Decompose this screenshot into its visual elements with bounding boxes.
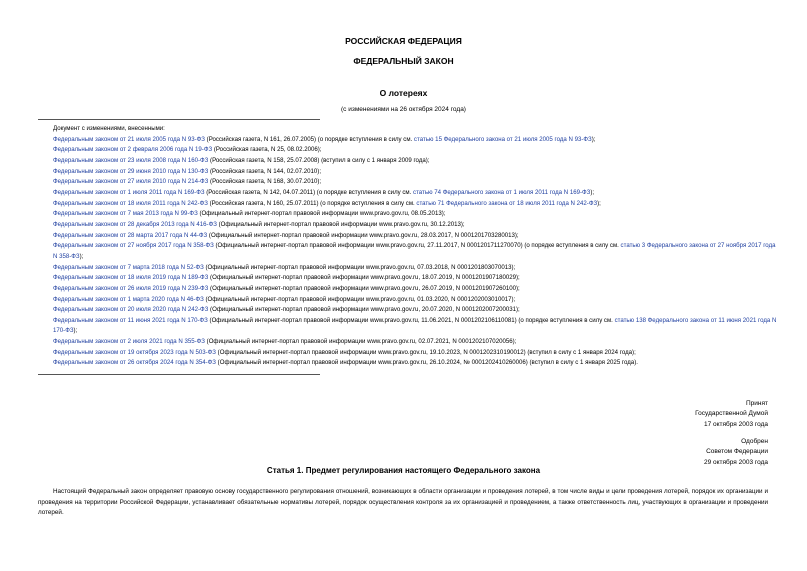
top-divider bbox=[38, 119, 320, 120]
amendment-details: (Официальный интернет-портал правовой информации www.pravo.gov.ru, 27.11.2017, N 0001201711270070) (о порядке вступления в силу см. bbox=[213, 242, 621, 250]
amendment-law-link[interactable]: Федеральным законом от 20 июля 2020 года N 242-ФЗ bbox=[53, 306, 209, 314]
amendment-item bbox=[38, 305, 778, 316]
amendment-law-link[interactable]: Федеральным законом от 27 ноября 2017 года N 358-ФЗ bbox=[53, 242, 214, 250]
amendment-details: (Официальный интернет-портал правовой информации www.pravo.gov.ru, 19.10.2023, N 0001202310190012) (вступил в силу с 1 января 2024 года); bbox=[215, 348, 636, 356]
amendment-item bbox=[38, 295, 778, 306]
amendment-details: (Официальный интернет-портал правовой информации www.pravo.gov.ru, 08.05.2013); bbox=[197, 210, 446, 218]
amendment-law-link[interactable]: Федеральным законом от 7 мая 2013 года N 99-ФЗ bbox=[53, 210, 198, 218]
amendment-item bbox=[38, 263, 778, 274]
amendment-item bbox=[38, 241, 778, 262]
amendment-article-link[interactable]: статью 138 Федерального закона от 11 июня 2021 года N 170-ФЗ bbox=[53, 316, 777, 335]
amendment-law-link[interactable]: Федеральным законом от 2 июля 2021 года N 355-ФЗ bbox=[53, 338, 205, 346]
amendment-item bbox=[38, 167, 778, 178]
signature-line: Советом Федерации bbox=[706, 448, 768, 456]
amendment-article-link[interactable]: статью 71 Федерального закона от 18 июля 2011 года N 242-ФЗ bbox=[416, 199, 598, 207]
law-type-heading: ФЕДЕРАЛЬНЫЙ ЗАКОН bbox=[353, 56, 454, 66]
amendment-article-link[interactable]: статью 74 Федерального закона от 1 июля 2011 года N 169-ФЗ bbox=[413, 188, 591, 196]
amendment-law-link[interactable]: Федеральным законом от 29 июня 2010 года N 130-ФЗ bbox=[53, 167, 209, 175]
amendment-law-link[interactable]: Федеральным законом от 28 марта 2017 года N 44-ФЗ bbox=[53, 231, 208, 239]
amendment-item bbox=[38, 273, 778, 284]
article-paragraph: Настоящий Федеральный закон определяет правовую основу государственного регулирования отношений, возникающих в области организации и проведения лотерей, в том числе виды и цели проведения лотерей, порядок их организации и проведения на территории Российской Федерации, устанавливает обязательные нормативы лотерей, порядок осуществления контроля за их организацией и проведением, а также ответственность лиц, участвующих в организации и проведении лотерей. bbox=[38, 488, 768, 516]
amendment-details: (Российская газета, N 160, 25.07.2011) (о порядке вступления в силу см. bbox=[207, 199, 417, 207]
amendment-law-link[interactable]: Федеральным законом от 18 июля 2011 года N 242-ФЗ bbox=[53, 199, 208, 207]
bottom-divider bbox=[38, 374, 320, 375]
amendment-details: (Российская газета, N 161, 26.07.2005) (о порядке вступления в силу см. bbox=[204, 135, 414, 143]
amendment-law-link[interactable]: Федеральным законом от 21 июля 2005 года N 93-ФЗ bbox=[53, 135, 205, 143]
amendment-law-link[interactable]: Федеральным законом от 1 марта 2020 года N 46-ФЗ bbox=[53, 295, 204, 303]
amendment-item bbox=[38, 337, 778, 348]
federation-heading: РОССИЙСКАЯ ФЕДЕРАЦИЯ bbox=[345, 36, 462, 46]
amendment-law-link[interactable]: Федеральным законом от 26 октября 2024 года N 354-ФЗ bbox=[53, 359, 216, 367]
amendment-law-link[interactable]: Федеральным законом от 18 июля 2019 года N 189-ФЗ bbox=[53, 274, 209, 282]
amendment-details: (Российская газета, N 168, 30.07.2010); bbox=[208, 178, 322, 186]
amendment-item bbox=[38, 156, 778, 167]
amendment-item bbox=[38, 358, 778, 369]
amendment-article-link[interactable]: статью 15 Федерального закона от 21 июля 2005 года N 93-ФЗ bbox=[413, 135, 592, 143]
amendment-item bbox=[38, 316, 778, 337]
amendment-item bbox=[38, 231, 778, 242]
amendment-item bbox=[38, 177, 778, 188]
signature-line: 29 октября 2003 года bbox=[703, 458, 768, 466]
amendment-details: (Официальный интернет-портал правовой информации www.pravo.gov.ru, 28.03.2017, N 0001201703280013); bbox=[207, 231, 519, 239]
amendment-details: (Официальный интернет-портал правовой информации www.pravo.gov.ru, 30.12.2013); bbox=[216, 220, 465, 228]
article-title: Статья 1. Предмет регулирования настоящего Федерального закона bbox=[266, 466, 541, 475]
amendment-details: (Официальный интернет-портал правовой информации www.pravo.gov.ru, 18.07.2019, N 0001201907180029); bbox=[208, 274, 520, 282]
amendments-intro: Документ с изменениями, внесенными: bbox=[53, 125, 165, 132]
amendment-item bbox=[38, 145, 778, 156]
amendment-item bbox=[38, 135, 778, 146]
amendment-law-link[interactable]: Федеральным законом от 27 июля 2010 года N 214-ФЗ bbox=[53, 178, 209, 186]
amendment-law-link[interactable]: Федеральным законом от 19 октября 2023 года N 503-ФЗ bbox=[53, 348, 216, 356]
amendment-tail: ); bbox=[79, 252, 84, 260]
amendment-law-link[interactable]: Федеральным законом от 28 декабря 2013 года N 416-ФЗ bbox=[53, 220, 217, 228]
signature-line: Одобрен bbox=[741, 438, 768, 445]
amendment-item bbox=[38, 199, 778, 210]
amendment-details: (Официальный интернет-портал правовой информации www.pravo.gov.ru, 02.07.2021, N 0001202107020056); bbox=[204, 338, 517, 346]
amendment-details: (Официальный интернет-портал правовой информации www.pravo.gov.ru, 01.03.2020, N 0001202003010017); bbox=[203, 295, 516, 303]
amendment-details: (Официальный интернет-портал правовой информации www.pravo.gov.ru, 07.03.2018, N 0001201803070013); bbox=[203, 263, 516, 271]
signature-duma bbox=[568, 399, 768, 430]
amendment-item bbox=[38, 348, 778, 359]
amendment-law-link[interactable]: Федеральным законом от 2 февраля 2006 года N 19-ФЗ bbox=[53, 146, 213, 154]
amendment-item bbox=[38, 220, 778, 231]
amendment-details: (Российская газета, N 144, 02.07.2010); bbox=[208, 167, 322, 175]
amendment-law-link[interactable]: Федеральным законом от 7 марта 2018 года N 52-ФЗ bbox=[53, 263, 204, 271]
amendment-law-link[interactable]: Федеральным законом от 1 июля 2011 года N 169-ФЗ bbox=[53, 188, 205, 196]
amendment-details: (Российская газета, N 25, 08.02.2006); bbox=[212, 146, 322, 154]
page-title: О лотереях bbox=[379, 88, 428, 98]
signature-line: Принят bbox=[745, 400, 768, 407]
signature-line: Государственной Думой bbox=[695, 410, 768, 418]
amendment-law-link[interactable]: Федеральным законом от 26 июля 2019 года N 239-ФЗ bbox=[53, 284, 209, 292]
signature-council bbox=[568, 437, 768, 468]
amendment-item bbox=[38, 284, 778, 295]
signature-line: 17 октября 2003 года bbox=[703, 420, 768, 428]
amendment-item bbox=[38, 209, 778, 220]
amendment-article-link[interactable]: статью 3 Федерального закона от 27 ноября 2017 года N 358-ФЗ bbox=[53, 242, 776, 260]
amendment-details: (Официальный интернет-портал правовой информации www.pravo.gov.ru, 20.07.2020, N 0001202007200031); bbox=[208, 306, 520, 314]
amendment-details: (Официальный интернет-портал правовой информации www.pravo.gov.ru, 11.06.2021, N 0001202106110081) (о порядке вступления в силу см. bbox=[207, 316, 615, 324]
amendments-list bbox=[38, 124, 778, 369]
amendment-details: (Официальный интернет-портал правовой информации www.pravo.gov.ru, 26.10.2024, № 0001202410260006) (вступил в силу с 1 января 2025 года). bbox=[215, 359, 638, 367]
amendment-tail: ); bbox=[591, 135, 596, 143]
amendment-tail: ); bbox=[73, 327, 78, 335]
amendment-tail: ); bbox=[590, 188, 595, 196]
amendment-tail: ); bbox=[597, 199, 601, 207]
amendment-details: (Российская газета, N 142, 04.07.2011) (о порядке вступления в силу см. bbox=[204, 188, 414, 196]
amendment-law-link[interactable]: Федеральным законом от 11 июня 2021 года N 170-ФЗ bbox=[53, 316, 208, 324]
revision-subtitle: (с изменениями на 26 октября 2024 года) bbox=[341, 106, 466, 113]
amendment-details: (Российская газета, N 158, 25.07.2008) (вступил в силу с 1 января 2009 года); bbox=[208, 156, 430, 164]
amendment-law-link[interactable]: Федеральным законом от 23 июля 2008 года N 160-ФЗ bbox=[53, 156, 209, 164]
amendment-details: (Официальный интернет-портал правовой информации www.pravo.gov.ru, 26.07.2019, N 0001201907260100); bbox=[208, 284, 520, 292]
amendment-item bbox=[38, 188, 778, 199]
